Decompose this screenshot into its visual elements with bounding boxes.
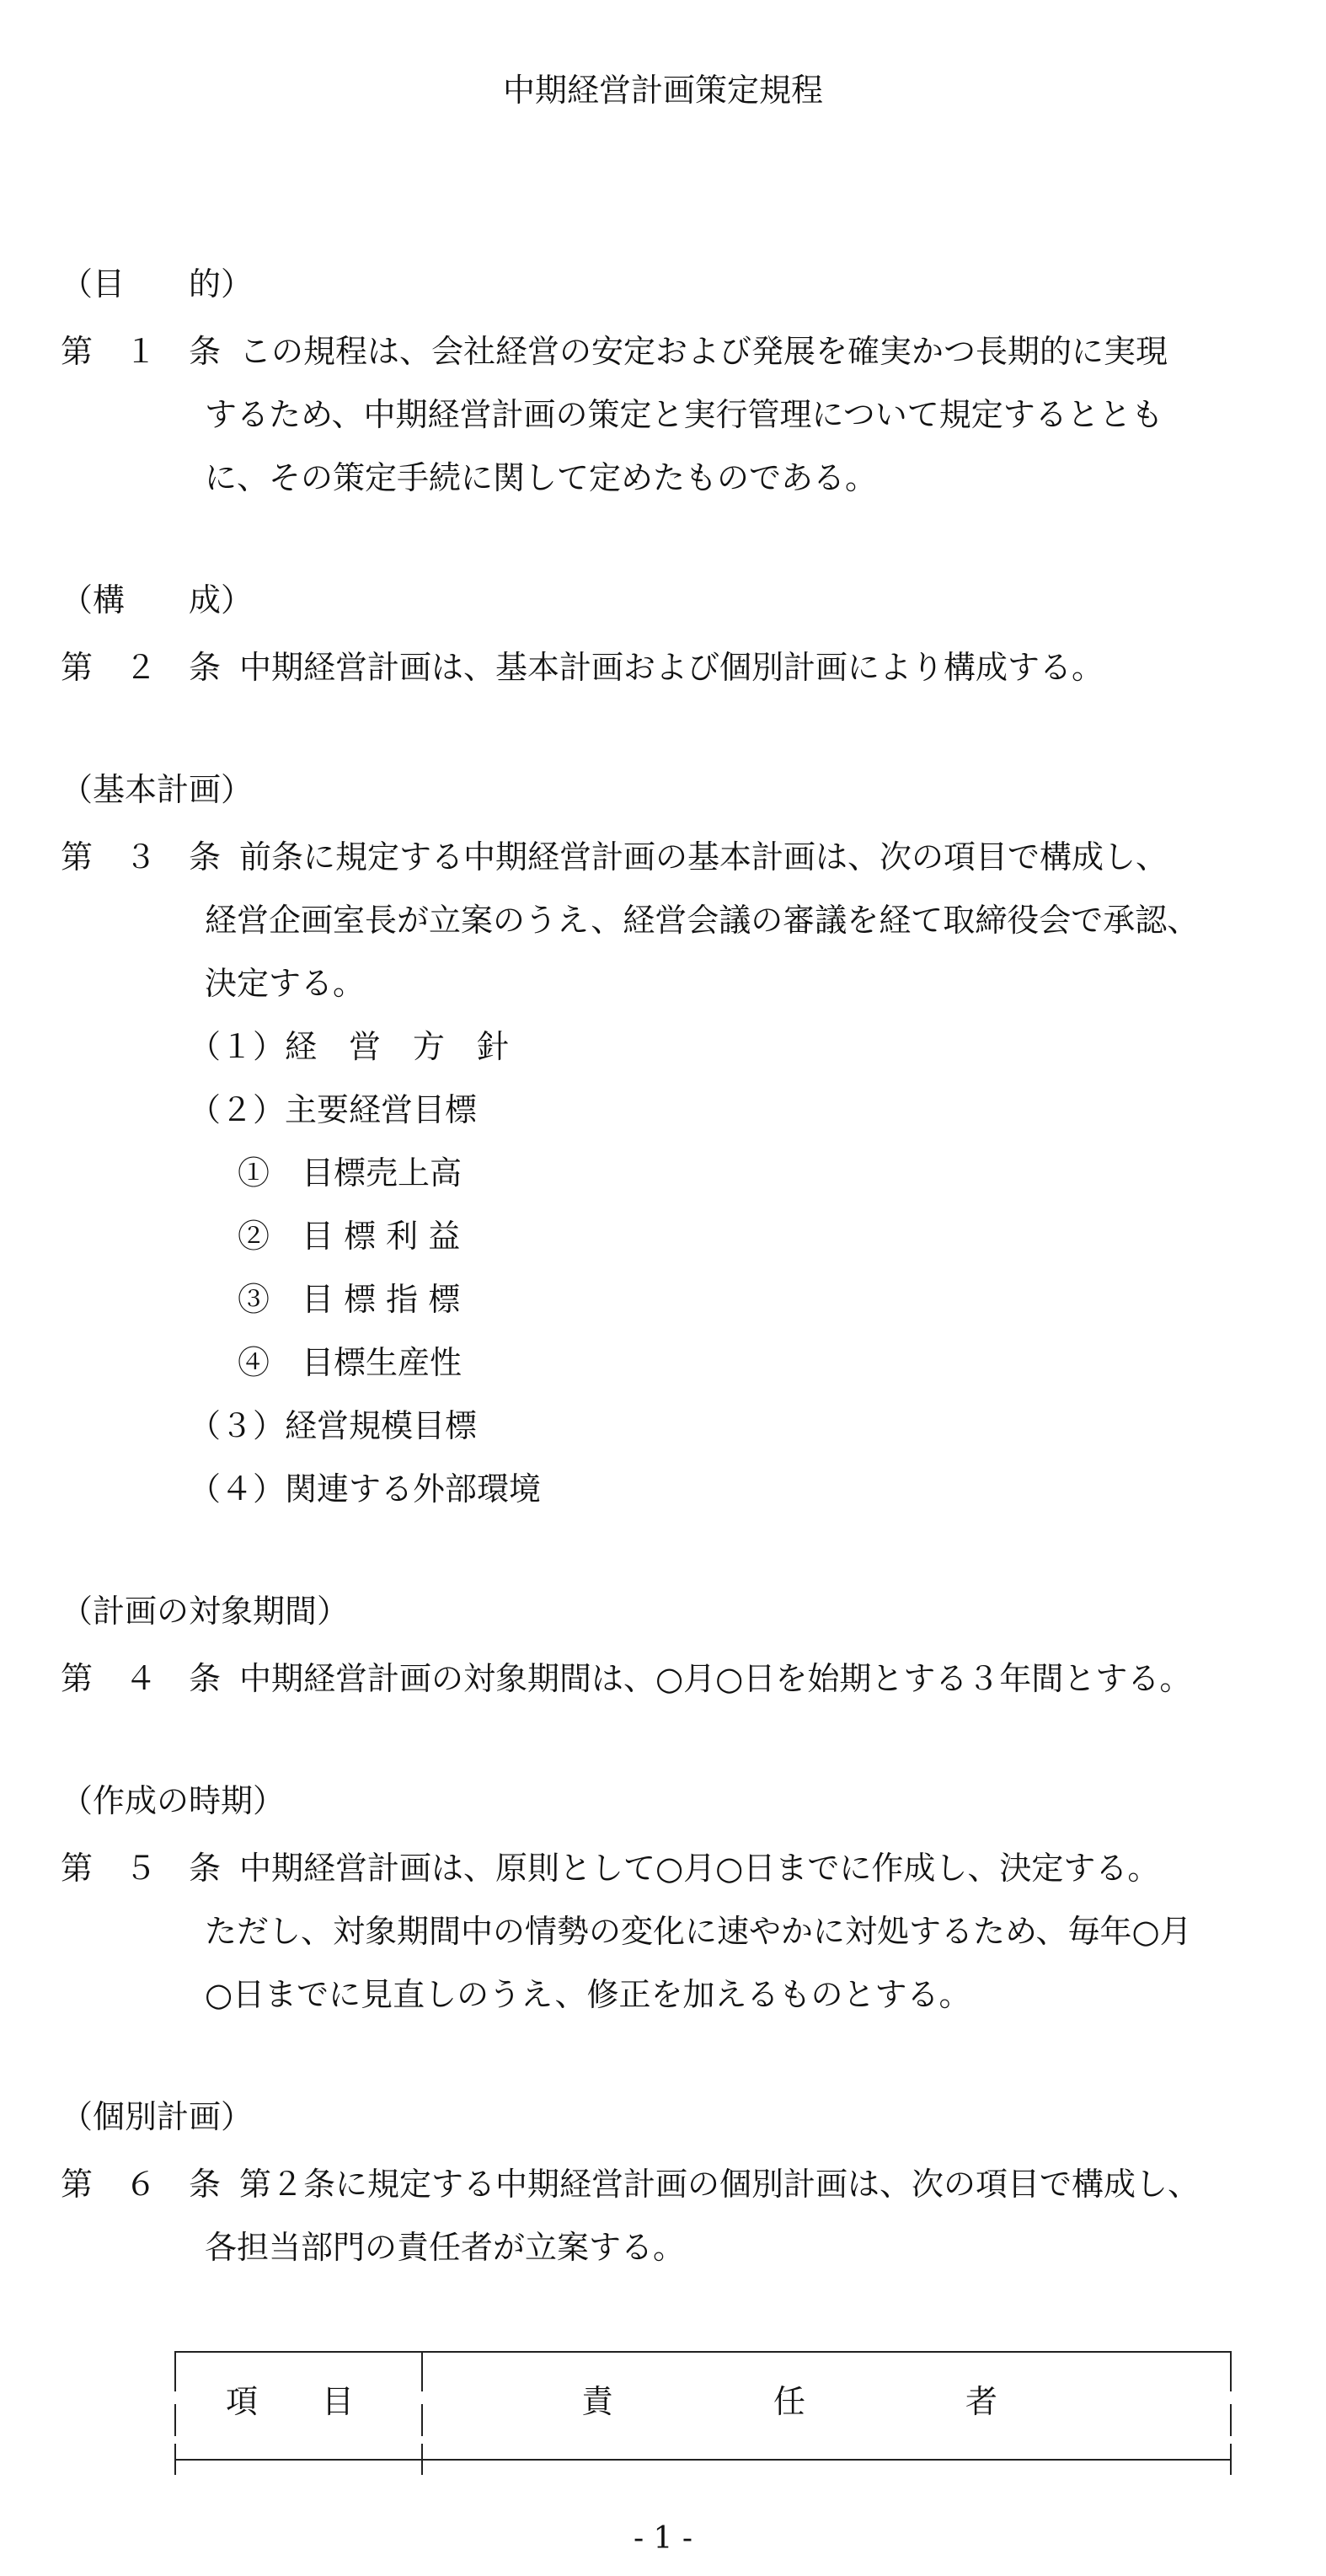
article-number-5: 第 ５ 条 bbox=[61, 1850, 222, 1887]
list-item: （２）主要経営目標 bbox=[189, 1091, 478, 1128]
article-heading-6: （個別計画） bbox=[61, 2098, 254, 2135]
table-divider-mid bbox=[421, 2404, 423, 2436]
article-text-3-line-2: 経営企画室長が立案のうえ、経営会議の審議を経て取締役会で承認、 bbox=[205, 902, 1200, 939]
table-header-bottom-border bbox=[174, 2459, 1232, 2461]
table-left-border-top bbox=[174, 2351, 176, 2391]
article-number-3: 第 ３ 条 bbox=[61, 838, 222, 876]
page-number: - 1 - bbox=[633, 2521, 693, 2556]
table-header-item: 項 目 bbox=[226, 2383, 355, 2420]
article-text-6-line-2: 各担当部門の責任者が立案する。 bbox=[205, 2229, 686, 2266]
table-right-border-top bbox=[1230, 2351, 1232, 2391]
article-text-2-line-1: 中期経営計画は、基本計画および個別計画により構成する。 bbox=[239, 649, 1104, 686]
article-text-1-line-1: この規程は、会社経営の安定および発展を確実かつ長期的に実現 bbox=[239, 333, 1168, 370]
article-number-1: 第 １ 条 bbox=[61, 333, 222, 370]
table-left-border-mid bbox=[174, 2404, 176, 2436]
sub-list-item: ② 目 標 利 益 bbox=[238, 1218, 461, 1255]
article-text-3-line-3: 決定する。 bbox=[205, 965, 366, 1002]
list-item: （４）関連する外部環境 bbox=[189, 1470, 542, 1508]
article-number-4: 第 ４ 条 bbox=[61, 1660, 222, 1697]
article-text-6-line-1: 第２条に規定する中期経営計画の個別計画は、次の項目で構成し、 bbox=[239, 2166, 1200, 2203]
article-text-3-line-1: 前条に規定する中期経営計画の基本計画は、次の項目で構成し、 bbox=[239, 838, 1168, 876]
sub-list-item: ③ 目 標 指 標 bbox=[238, 1281, 461, 1318]
list-item: （１）経 営 方 針 bbox=[189, 1028, 510, 1065]
sub-list-item: ④ 目標生産性 bbox=[238, 1344, 462, 1381]
table-header-person: 責 任 者 bbox=[581, 2383, 998, 2420]
sub-list-item: ① 目標売上高 bbox=[238, 1154, 462, 1192]
article-heading-3: （基本計画） bbox=[61, 771, 254, 808]
article-text-1-line-2: するため、中期経営計画の策定と実行管理について規定するととも bbox=[205, 396, 1163, 433]
article-number-2: 第 ２ 条 bbox=[61, 649, 222, 686]
table-divider-top bbox=[421, 2351, 423, 2391]
table-top-border bbox=[174, 2351, 1232, 2353]
article-text-1-line-3: に、その策定手続に関して定めたものである。 bbox=[205, 459, 878, 496]
article-number-6: 第 ６ 条 bbox=[61, 2166, 222, 2203]
article-heading-1: （目 的） bbox=[61, 265, 254, 303]
article-text-5-line-3: ○日までに見直しのうえ、修正を加えるものとする。 bbox=[205, 1976, 971, 2013]
article-heading-2: （構 成） bbox=[61, 581, 254, 619]
table-right-border-mid bbox=[1230, 2404, 1232, 2436]
article-text-4-line-1: 中期経営計画の対象期間は、○月○日を始期とする３年間とする。 bbox=[239, 1660, 1192, 1697]
article-heading-5: （作成の時期） bbox=[61, 1782, 286, 1819]
article-text-5-line-2: ただし、対象期間中の情勢の変化に速やかに対処するため、毎年○月 bbox=[205, 1913, 1192, 1950]
document-title: 中期経営計画策定規程 bbox=[502, 72, 823, 109]
article-heading-4: （計画の対象期間） bbox=[61, 1593, 350, 1630]
list-item: （３）経営規模目標 bbox=[189, 1407, 478, 1444]
article-text-5-line-1: 中期経営計画は、原則として○月○日までに作成し、決定する。 bbox=[239, 1850, 1160, 1887]
